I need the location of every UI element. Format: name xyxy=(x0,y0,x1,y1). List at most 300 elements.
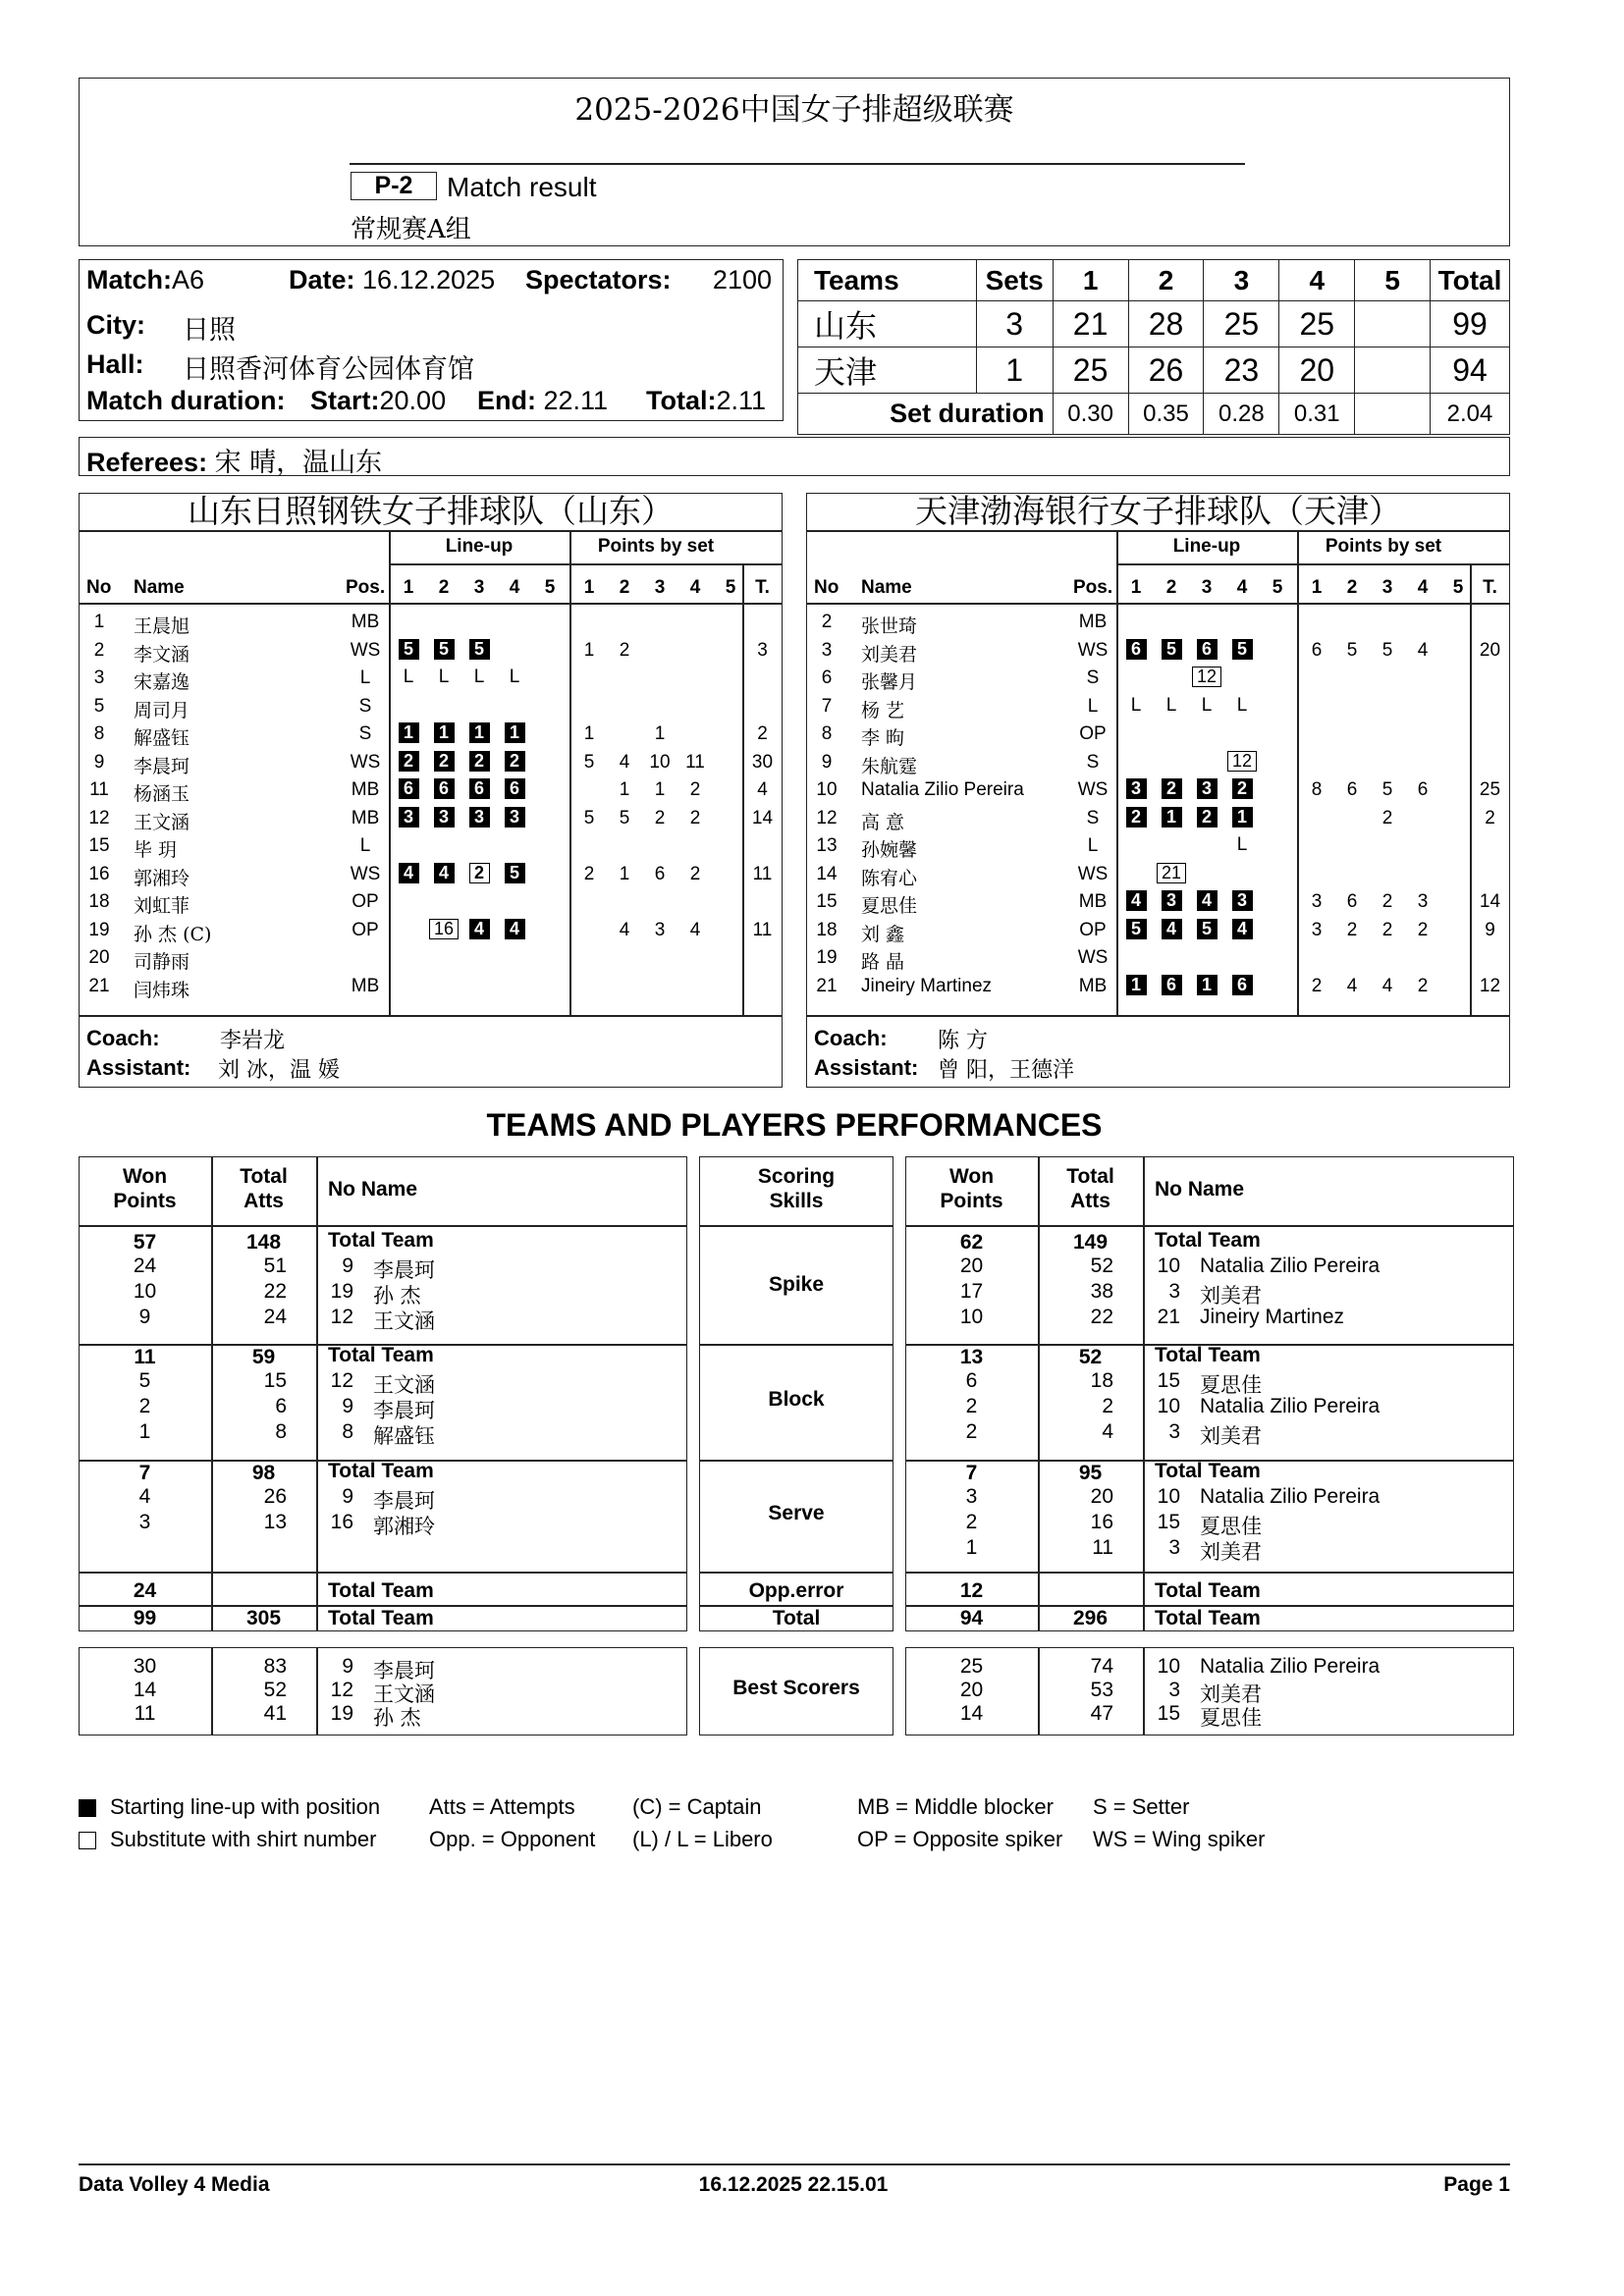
player-name: 高 意 xyxy=(861,811,905,833)
player-number: 12 xyxy=(88,807,110,828)
starting-position-badge: 3 xyxy=(1197,778,1218,799)
footer-right: Page 1 xyxy=(1443,2173,1510,2196)
set-points: 4 xyxy=(689,919,701,940)
set-points: 2 xyxy=(654,807,666,828)
col-name: Name xyxy=(134,577,185,598)
libero-mark: L xyxy=(1130,694,1142,716)
player-total-points: 9 xyxy=(1485,919,1495,940)
team-won-points: 57 xyxy=(133,1231,157,1254)
set-points: 10 xyxy=(649,751,671,773)
player-name: 解盛钰 xyxy=(134,727,190,749)
player-name: 杨 艺 xyxy=(861,699,905,721)
player-atts: 2 xyxy=(1102,1395,1113,1417)
col-pos: Pos. xyxy=(346,577,386,598)
row-divider xyxy=(699,1460,893,1462)
doc-title: Match result xyxy=(447,172,597,202)
player-number: 18 xyxy=(88,891,110,912)
referees-label: Referees: xyxy=(86,448,208,477)
player-atts: 16 xyxy=(1090,1511,1113,1533)
starting-position-badge: 5 xyxy=(1197,919,1218,939)
row-divider xyxy=(699,1572,893,1574)
player-number: 5 xyxy=(93,695,105,717)
set-points: 6 xyxy=(1346,779,1358,800)
player-total-points: 11 xyxy=(752,863,773,884)
player-atts: 11 xyxy=(1092,1536,1113,1559)
best-won-points: 25 xyxy=(959,1655,984,1678)
player-position: MB xyxy=(351,612,380,632)
end-time: 22.11 xyxy=(543,386,609,415)
player-shirt-no: 3 xyxy=(1168,1420,1180,1443)
player-atts: 18 xyxy=(1090,1369,1113,1392)
best-atts: 52 xyxy=(263,1679,287,1701)
player-atts: 51 xyxy=(263,1255,287,1277)
set-points: 2 xyxy=(689,807,701,828)
score-set: 25 xyxy=(1279,301,1355,347)
col-no: No xyxy=(86,577,112,598)
player-name: 刘美君 xyxy=(1200,1540,1262,1564)
total-label: Total: xyxy=(646,386,717,415)
starting-position-badge: 2 xyxy=(1162,778,1182,799)
set-points: 3 xyxy=(1311,919,1323,940)
substitute-badge: 12 xyxy=(1192,667,1221,687)
col-name: Name xyxy=(861,577,912,598)
player-name: 王晨旭 xyxy=(134,615,190,637)
player-number: 2 xyxy=(93,639,105,661)
team-total-atts: 98 xyxy=(251,1462,276,1484)
set-points: 4 xyxy=(1417,639,1429,661)
points-set-header: 4 xyxy=(1417,577,1429,598)
player-won-points: 10 xyxy=(959,1306,984,1328)
player-position: S xyxy=(1086,751,1100,773)
total-team-label: Total Team xyxy=(1155,1344,1261,1366)
city-label: City: xyxy=(86,310,145,340)
player-won-points: 2 xyxy=(965,1395,978,1417)
set-points: 8 xyxy=(1311,779,1323,800)
set-points: 2 xyxy=(689,863,701,884)
score-total: 99 xyxy=(1431,301,1510,347)
player-name: Natalia Zilio Pereira xyxy=(1200,1395,1380,1417)
player-number: 2 xyxy=(821,612,833,632)
player-position: WS xyxy=(350,863,381,884)
total-team-label: Total Team xyxy=(328,1607,434,1629)
starting-position-badge: 5 xyxy=(399,639,419,660)
best-shirt-no: 10 xyxy=(1157,1655,1180,1678)
set-points: 1 xyxy=(619,779,630,800)
player-atts: 15 xyxy=(263,1369,287,1392)
best-atts: 74 xyxy=(1090,1655,1113,1678)
player-total-points: 11 xyxy=(752,919,773,940)
assistant-names: 刘 冰，温 媛 xyxy=(218,1058,340,1083)
set-points: 1 xyxy=(654,779,666,800)
team-total-atts: 149 xyxy=(1072,1231,1109,1254)
points-set-header: 2 xyxy=(619,577,630,598)
player-name: 李晨珂 xyxy=(373,1399,435,1422)
legend-text: Atts = Attempts xyxy=(429,1794,575,1819)
player-position: L xyxy=(1087,695,1099,717)
opp-error-points: 12 xyxy=(959,1579,984,1602)
score-h-set3: 3 xyxy=(1204,260,1279,301)
score-h-sets: Sets xyxy=(976,260,1053,301)
total-team-label: Total Team xyxy=(328,1229,434,1252)
lineup-set-header: 3 xyxy=(1201,577,1213,598)
player-shirt-no: 15 xyxy=(1157,1369,1180,1392)
legend-text: S = Setter xyxy=(1093,1794,1190,1819)
starting-position-badge: 6 xyxy=(399,778,419,799)
set-points: 5 xyxy=(583,807,595,828)
starting-position-badge: 2 xyxy=(399,751,419,772)
starting-position-badge: 1 xyxy=(1232,807,1253,828)
score-sets: 1 xyxy=(976,347,1053,394)
starting-position-badge: 6 xyxy=(434,778,455,799)
set-points: 6 xyxy=(1311,639,1323,661)
player-position: WS xyxy=(1077,639,1109,661)
player-name: 李晨珂 xyxy=(373,1489,435,1513)
phase-label: 常规赛A组 xyxy=(351,215,471,244)
team-won-points: 7 xyxy=(138,1462,151,1484)
score-set: 23 xyxy=(1204,347,1279,394)
set-points: 1 xyxy=(619,863,630,884)
player-shirt-no: 12 xyxy=(330,1306,353,1328)
starting-position-badge: 3 xyxy=(469,807,490,828)
lineup-set-header: 4 xyxy=(509,577,520,598)
player-won-points: 10 xyxy=(133,1280,157,1303)
starting-position-badge: 4 xyxy=(1232,919,1253,939)
player-position: MB xyxy=(351,779,380,800)
player-won-points: 1 xyxy=(965,1536,978,1559)
player-name: 路 晶 xyxy=(861,951,905,973)
player-atts: 24 xyxy=(263,1306,287,1328)
player-shirt-no: 19 xyxy=(330,1280,353,1303)
col-total: T. xyxy=(755,577,770,598)
lineup-set-header: 5 xyxy=(544,577,556,598)
set-duration-label: Set duration xyxy=(798,394,1054,435)
row-divider xyxy=(79,1572,687,1574)
player-name: Natalia Zilio Pereira xyxy=(861,779,1024,800)
substitute-badge: 16 xyxy=(429,919,459,939)
points-set-header: 3 xyxy=(1381,577,1393,598)
player-shirt-no: 10 xyxy=(1157,1395,1180,1417)
team-name: 天津渤海银行女子排球队（天津） xyxy=(915,492,1401,530)
total-label: Total xyxy=(772,1607,821,1629)
player-total-points: 2 xyxy=(757,723,768,744)
player-position: WS xyxy=(1077,947,1109,968)
total-team-label: Total Team xyxy=(1155,1460,1261,1482)
score-set: 20 xyxy=(1279,347,1355,394)
player-name: 毕 玥 xyxy=(134,839,178,861)
starting-position-badge: 3 xyxy=(1162,890,1182,911)
best-won-points: 20 xyxy=(959,1679,984,1701)
total-team-label: Total Team xyxy=(1155,1229,1261,1252)
player-won-points: 6 xyxy=(965,1369,978,1392)
lineup-set-header: 2 xyxy=(1165,577,1177,598)
set-points: 2 xyxy=(1381,919,1393,940)
starting-position-badge: 4 xyxy=(399,863,419,883)
player-number: 19 xyxy=(88,919,110,940)
match-number: A6 xyxy=(172,265,205,294)
player-total-points: 3 xyxy=(757,639,768,661)
start-time: 20.00 xyxy=(379,386,447,415)
score-total: 94 xyxy=(1431,347,1510,394)
best-atts: 53 xyxy=(1090,1679,1113,1701)
player-position: MB xyxy=(1078,612,1108,632)
starting-position-badge: 5 xyxy=(1232,639,1253,660)
player-number: 8 xyxy=(93,723,105,744)
set-points: 3 xyxy=(1417,891,1429,912)
lineup-header: Line-up xyxy=(445,536,514,557)
player-total-points: 30 xyxy=(751,751,774,773)
player-name: 闫炜珠 xyxy=(134,979,190,1001)
player-won-points: 9 xyxy=(138,1306,151,1328)
player-name: 宋嘉逸 xyxy=(134,671,190,693)
starting-position-badge: 6 xyxy=(505,778,525,799)
best-shirt-no: 3 xyxy=(1168,1679,1180,1701)
player-shirt-no: 9 xyxy=(342,1485,353,1508)
score-team-name: 山东 xyxy=(798,301,977,347)
player-name: 张馨月 xyxy=(861,671,918,693)
player-number: 3 xyxy=(821,639,833,661)
set-points: 5 xyxy=(1381,779,1393,800)
player-atts: 13 xyxy=(263,1511,287,1533)
lineup-header: Line-up xyxy=(1172,536,1241,557)
starting-position-badge: 1 xyxy=(399,722,419,743)
row-divider xyxy=(699,1225,893,1227)
best-player-name: 夏思佳 xyxy=(1200,1706,1262,1730)
player-total-points: 12 xyxy=(1479,975,1501,996)
starting-position-badge: 4 xyxy=(505,919,525,939)
player-number: 9 xyxy=(821,751,833,773)
player-shirt-no: 15 xyxy=(1157,1511,1180,1533)
set-points: 5 xyxy=(619,807,630,828)
player-name: 李 昫 xyxy=(861,727,905,749)
score-set: 28 xyxy=(1128,301,1204,347)
score-set: 25 xyxy=(1053,347,1128,394)
player-number: 9 xyxy=(93,751,105,773)
player-won-points: 3 xyxy=(965,1485,978,1508)
coach-label: Coach: xyxy=(814,1026,888,1050)
match-date: 16.12.2025 xyxy=(362,265,496,294)
team-total-atts: 95 xyxy=(1078,1462,1103,1484)
player-name: 刘美君 xyxy=(1200,1284,1262,1308)
player-shirt-no: 16 xyxy=(330,1511,353,1533)
duration-label: Match duration: xyxy=(86,386,286,415)
points-set-header: 2 xyxy=(1346,577,1358,598)
player-number: 13 xyxy=(816,835,838,856)
libero-mark: L xyxy=(473,667,485,687)
player-name: 夏思佳 xyxy=(1200,1515,1262,1538)
set-points: 2 xyxy=(1311,975,1323,996)
player-position: L xyxy=(1087,835,1099,856)
total-atts-header: Total Atts xyxy=(1066,1165,1114,1212)
player-name: Jineiry Martinez xyxy=(861,975,993,996)
player-shirt-no: 3 xyxy=(1168,1536,1180,1559)
won-points-header: Won Points xyxy=(113,1165,177,1212)
assistant-label: Assistant: xyxy=(86,1055,191,1080)
player-name: 孙婉馨 xyxy=(861,839,918,861)
row-divider xyxy=(79,1225,687,1227)
player-won-points: 2 xyxy=(965,1420,978,1443)
player-won-points: 20 xyxy=(959,1255,984,1277)
starting-position-badge: 1 xyxy=(1162,807,1182,828)
team-total-atts: 59 xyxy=(251,1346,276,1368)
player-name: 周司月 xyxy=(134,699,190,721)
best-shirt-no: 9 xyxy=(342,1655,353,1678)
player-position: OP xyxy=(352,919,379,940)
set-points: 6 xyxy=(1417,779,1429,800)
best-shirt-no: 19 xyxy=(330,1702,353,1725)
lineup-set-header: 4 xyxy=(1236,577,1248,598)
legend-text: MB = Middle blocker xyxy=(857,1794,1054,1819)
score-sets: 3 xyxy=(976,301,1053,347)
player-position: L xyxy=(359,835,371,856)
starting-position-badge: 1 xyxy=(1197,975,1218,995)
best-won-points: 14 xyxy=(133,1679,157,1701)
player-atts: 6 xyxy=(275,1395,287,1417)
starting-position-badge: 4 xyxy=(1197,890,1218,911)
set-points: 4 xyxy=(619,919,630,940)
player-number: 8 xyxy=(821,723,833,744)
player-name: 王文涵 xyxy=(373,1309,435,1333)
footer-rule xyxy=(79,2163,1510,2165)
starting-position-badge: 3 xyxy=(434,807,455,828)
player-number: 12 xyxy=(816,807,838,828)
col-no: No xyxy=(814,577,839,598)
player-position: S xyxy=(1086,807,1100,828)
legend-text: Substitute with shirt number xyxy=(110,1827,377,1851)
player-total-points: 4 xyxy=(757,779,768,800)
coach-name: 李岩龙 xyxy=(220,1029,286,1053)
player-name: 刘美君 xyxy=(1200,1424,1262,1448)
total-team-label: Total Team xyxy=(328,1344,434,1366)
score-set: 21 xyxy=(1053,301,1128,347)
score-h-teams: Teams xyxy=(798,260,977,301)
set-points: 1 xyxy=(654,723,666,744)
set-points: 5 xyxy=(1346,639,1358,661)
libero-mark: L xyxy=(1165,694,1177,716)
starting-position-badge: 2 xyxy=(434,751,455,772)
legend-text: Opp. = Opponent xyxy=(429,1827,596,1851)
skill-name: Serve xyxy=(768,1502,825,1524)
best-won-points: 11 xyxy=(134,1702,156,1725)
set-points: 2 xyxy=(1381,807,1393,828)
legend-text: Starting line-up with position xyxy=(110,1794,381,1819)
total-team-label: Total Team xyxy=(328,1579,434,1602)
team-name: 山东日照钢铁女子排球队（山东） xyxy=(188,492,674,530)
coach-name: 陈 方 xyxy=(938,1029,988,1053)
player-number: 1 xyxy=(93,612,105,632)
lineup-set-header: 3 xyxy=(473,577,485,598)
col-total: T. xyxy=(1483,577,1497,598)
best-atts: 41 xyxy=(263,1702,287,1725)
row-divider xyxy=(905,1225,1514,1227)
player-position: OP xyxy=(1079,919,1107,940)
starting-position-badge: 4 xyxy=(1126,890,1147,911)
set-points: 2 xyxy=(1381,891,1393,912)
lineup-set-header: 2 xyxy=(438,577,450,598)
libero-mark: L xyxy=(438,667,450,687)
city-value: 日照 xyxy=(183,315,236,346)
best-scorers-label: Best Scorers xyxy=(732,1677,860,1699)
player-shirt-no: 9 xyxy=(342,1395,353,1417)
set-points: 4 xyxy=(619,751,630,773)
points-set-header: 1 xyxy=(583,577,595,598)
player-name: 王文涵 xyxy=(134,811,190,833)
score-set: 26 xyxy=(1128,347,1204,394)
player-shirt-no: 12 xyxy=(330,1369,353,1392)
substitute-badge: 12 xyxy=(1227,751,1257,772)
set-duration: 0.35 xyxy=(1128,394,1204,435)
page-code: P-2 xyxy=(351,172,437,200)
best-shirt-no: 12 xyxy=(330,1679,353,1701)
set-points: 5 xyxy=(1381,639,1393,661)
player-number: 20 xyxy=(88,947,110,968)
grand-total-points: 99 xyxy=(133,1607,157,1629)
points-set-header: 5 xyxy=(725,577,736,598)
assistant-label: Assistant: xyxy=(814,1055,919,1080)
set-points: 2 xyxy=(1346,919,1358,940)
grand-total-atts: 296 xyxy=(1072,1607,1109,1629)
starting-position-badge: 1 xyxy=(469,722,490,743)
player-number: 18 xyxy=(816,919,838,940)
player-name: 杨涵玉 xyxy=(134,783,190,805)
libero-mark: L xyxy=(403,667,414,687)
total-team-label: Total Team xyxy=(1155,1579,1261,1602)
player-name: 孙 杰 xyxy=(373,1284,421,1308)
spectators-value: 2100 xyxy=(712,265,772,294)
points-set-header: 5 xyxy=(1452,577,1464,598)
player-shirt-no: 10 xyxy=(1157,1485,1180,1508)
starting-position-badge: 5 xyxy=(434,639,455,660)
player-won-points: 1 xyxy=(138,1420,151,1443)
starting-position-badge: 5 xyxy=(1162,639,1182,660)
player-shirt-no: 9 xyxy=(342,1255,353,1277)
player-name: 孙 杰 (C) xyxy=(134,923,212,945)
points-set-header: 4 xyxy=(689,577,701,598)
player-position: S xyxy=(1086,667,1100,688)
total-team-label: Total Team xyxy=(328,1460,434,1482)
score-team-name: 天津 xyxy=(798,347,977,394)
player-atts: 20 xyxy=(1090,1485,1113,1508)
spectators-label: Spectators: xyxy=(525,265,672,294)
column-divider xyxy=(1143,1156,1145,1631)
starting-position-badge: 6 xyxy=(469,778,490,799)
team-won-points: 7 xyxy=(965,1462,978,1484)
total-time: 2.11 xyxy=(716,386,767,415)
column-divider xyxy=(316,1647,318,1735)
won-points-header: Won Points xyxy=(940,1165,1003,1212)
player-number: 3 xyxy=(93,667,105,688)
player-position: MB xyxy=(351,975,380,996)
player-total-points: 14 xyxy=(751,807,774,828)
set-points: 2 xyxy=(689,779,701,800)
player-name: 张世琦 xyxy=(861,615,918,637)
player-number: 16 xyxy=(88,863,110,884)
best-player-name: 王文涵 xyxy=(373,1682,435,1706)
starting-position-badge: 4 xyxy=(1162,919,1182,939)
total-duration: 2.04 xyxy=(1431,394,1510,435)
team-won-points: 62 xyxy=(959,1231,984,1254)
set-points: 2 xyxy=(583,863,595,884)
column-divider xyxy=(1038,1156,1040,1631)
legend-text: OP = Opposite spiker xyxy=(857,1827,1063,1851)
player-name: 夏思佳 xyxy=(861,895,918,917)
best-atts: 83 xyxy=(263,1655,287,1678)
player-position: S xyxy=(358,723,372,744)
set-points: 6 xyxy=(654,863,666,884)
score-h-set4: 4 xyxy=(1279,260,1355,301)
set-points: 2 xyxy=(1417,975,1429,996)
starting-position-badge: 4 xyxy=(469,919,490,939)
player-won-points: 4 xyxy=(138,1485,151,1508)
